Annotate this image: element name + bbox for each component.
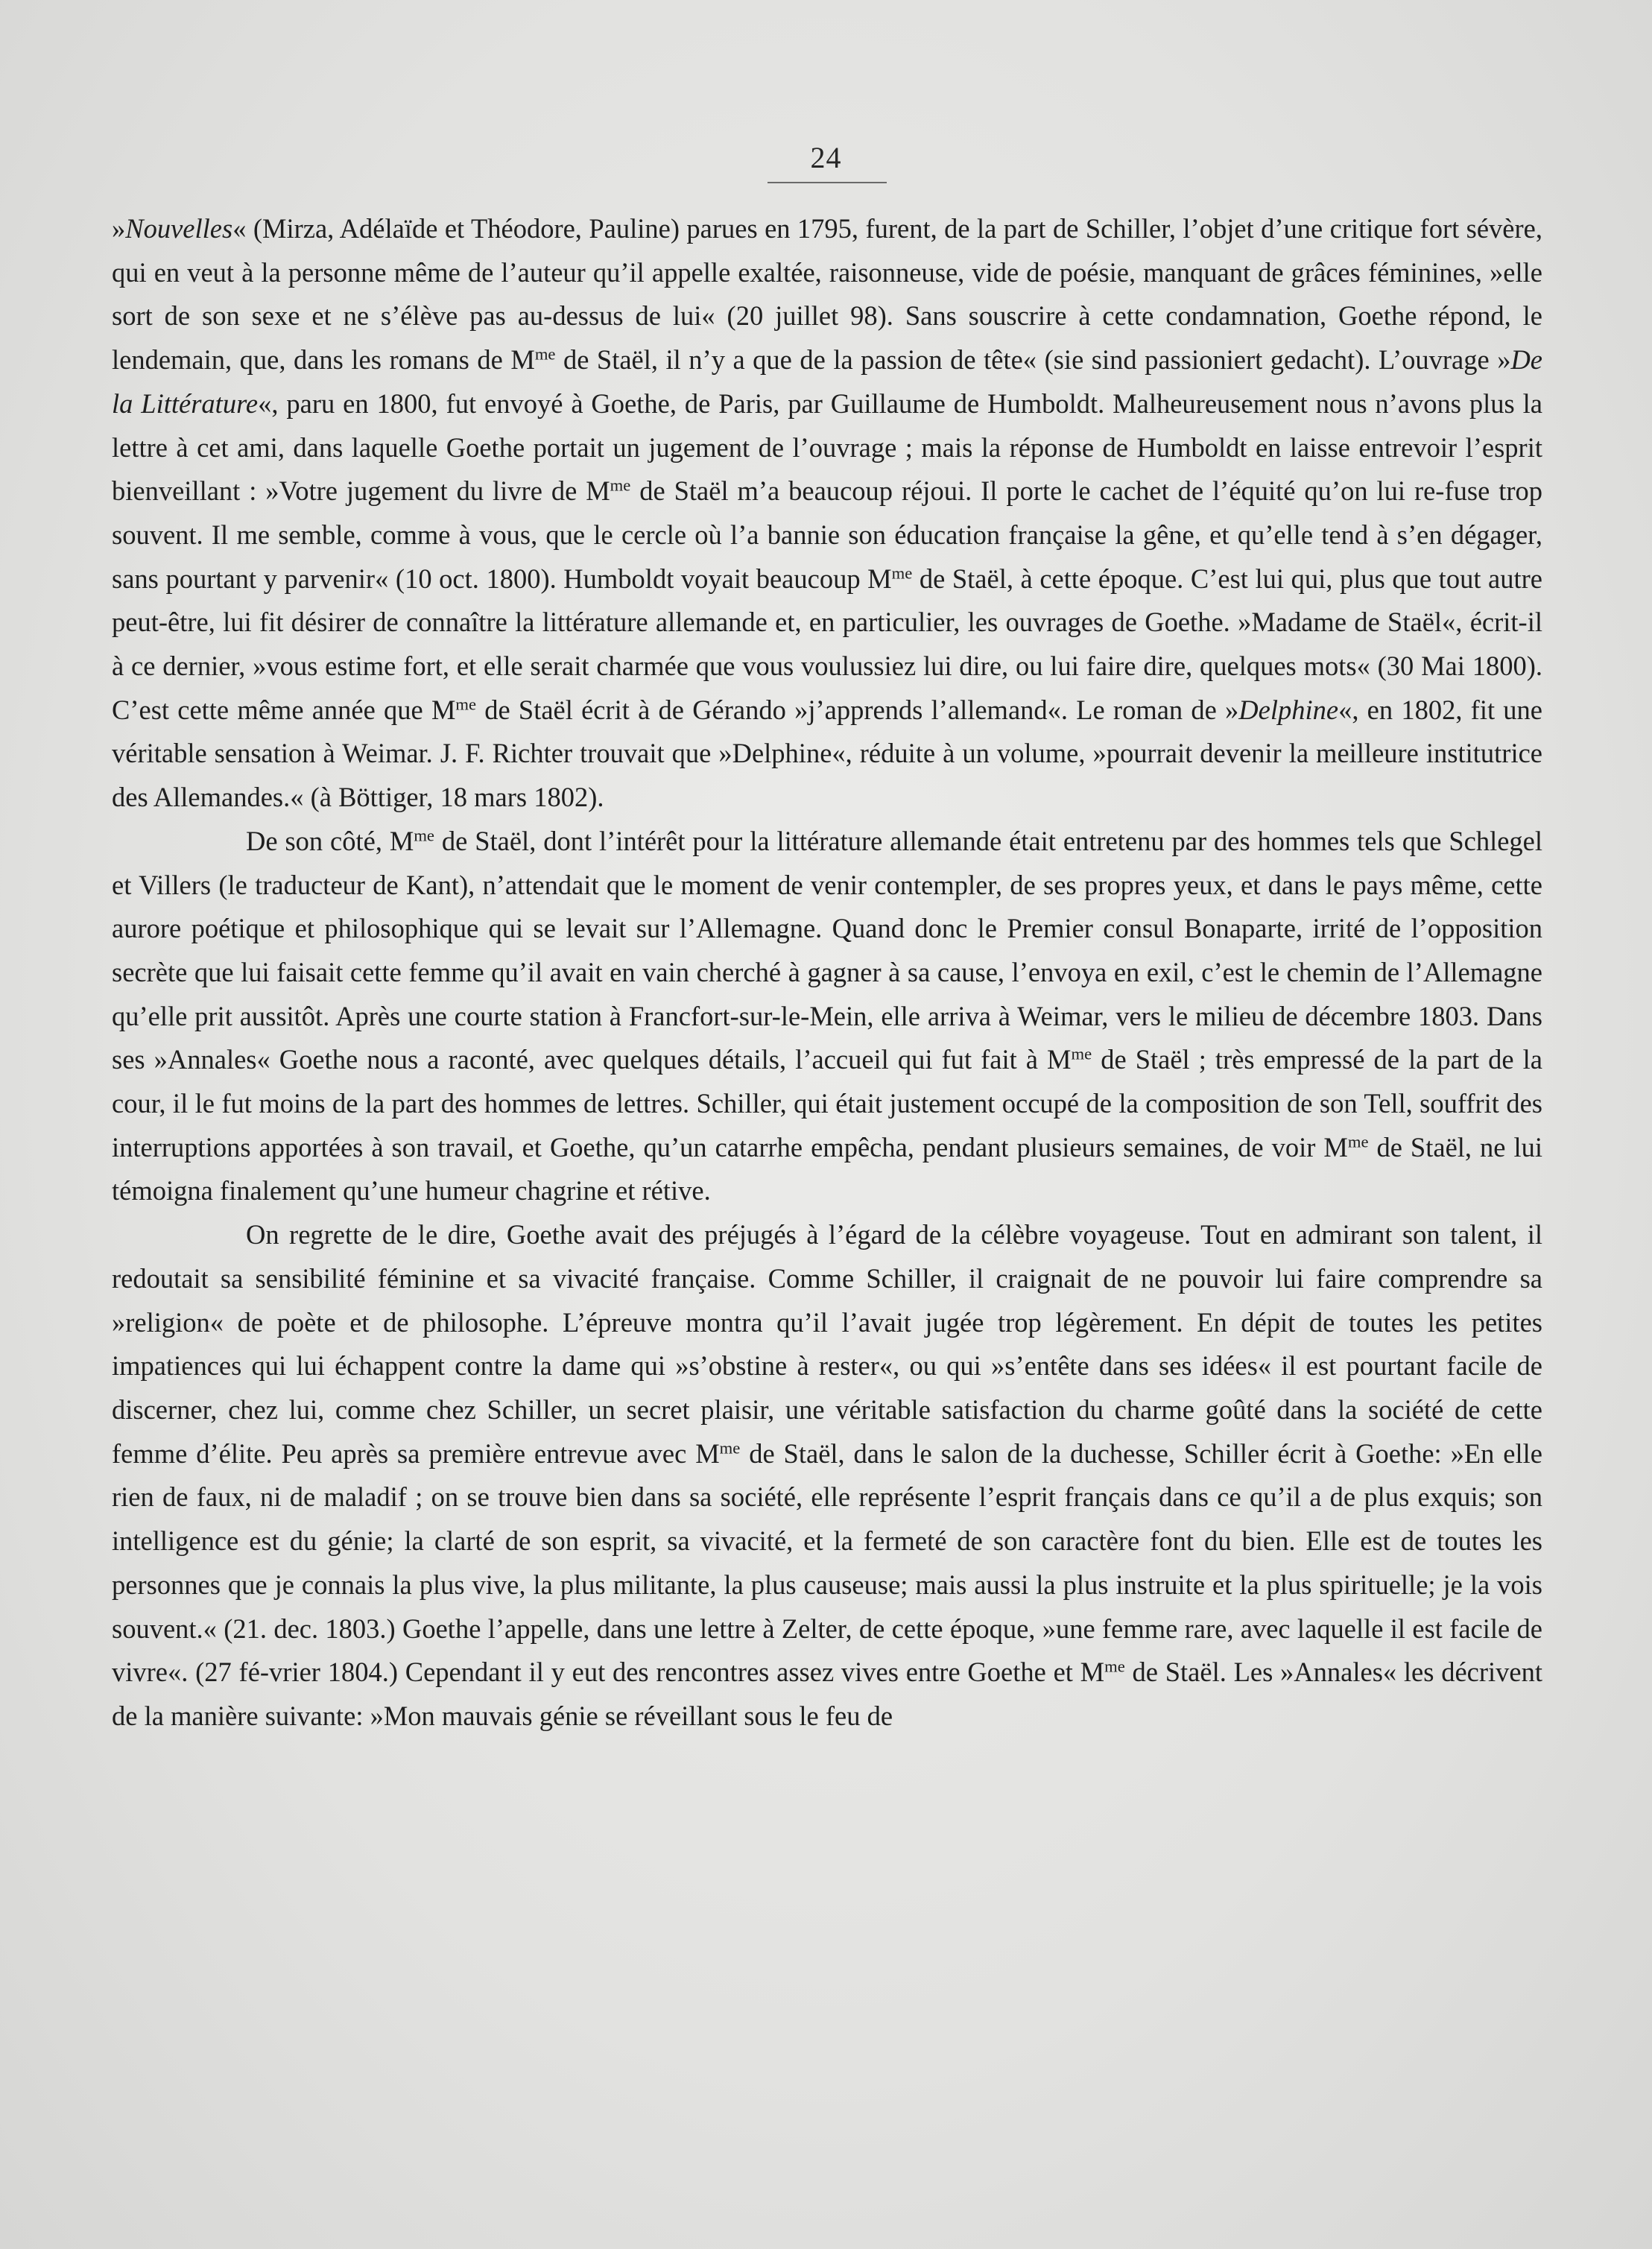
paragraph-1 (112, 207, 1542, 820)
superscript-me: me (414, 826, 434, 845)
p3-text-1: On regrette de le dire, Goethe avait des préjugés à l’égard de la célèbre voyageuse. Tout en admirant son talent, il redoutait sa sensibilité féminine et sa vivacité française. Comme Schiller, il craignait de ne pouvoir lui faire comprendre sa »religion« de poète et de philosophe. L’épreuve montra qu’il l’avait jugée trop légèrement. En dépit de toutes les petites impatiences qui lui échappent contre la dame qui »s’obstine à rester«, ou qui »s’entête dans ses idées« il est pourtant facile de discerner, chez lui, comme chez Schiller, un secret plaisir, une véritable satisfaction du charme goûté dans la société de cette femme d’élite. Peu après sa première entrevue avec M (112, 1219, 1542, 1469)
p1-text-3: « (Mirza, Adélaïde et Théodore, Pauline) parues en 1795, furent, de la part de Schiller, l’objet d’une critique fort sévère, qui en veut à la personne même de l’auteur qu’il appelle exaltée, raisonneuse, vide de poésie, manquant de grâces féminines, »elle sort de son sexe et ne s’élève pas au-dessus de lui« (20 juillet 98). Sans souscrire à cette condamnation, Goethe répond, le lendemain, que, dans les romans de M (112, 213, 1542, 376)
p1-text-7: «, paru en 1800, fut envoyé à Goethe, de Paris, par Guillaume de Humboldt. Malheureusement nous n’avons plus la lettre à cet ami, dans laquelle Goethe portait un jugement de l’ouvrage ; mais la réponse de Humboldt en laisse entrevoir l’esprit bienveillant : »Votre jugement du livre de M (112, 388, 1542, 507)
p3-text-3: de Staël, dans le salon de la duchesse, Schiller écrit à Goethe: »En elle rien de faux, ni de maladif ; on se trouve bien dans sa société, elle représente l’esprit français dans ce qu’il a de plus exquis; son intelligence est du génie; la clarté de son esprit, sa vivacité, et la fermeté de son caractère font du bien. Elle est de toutes les personnes que je connais la plus vive, la plus militante, la plus causeuse; mais aussi la plus instruite et la plus spirituelle; je la vois souvent.« (21. dec. 1803.) Goethe l’appelle, dans une lettre à Zelter, de cette époque, »une femme rare, avec laquelle il est facile de vivre«. (27 fé-vrier 1804.) Cependant il y eut des rencontres assez vives entre Goethe et M (112, 1437, 1542, 1688)
superscript-me: me (719, 1438, 741, 1458)
p3-text-5: de Staël. Les »Annales« les décrivent de la manière suivante: »Mon mauvais génie se réveillant sous le feu de (112, 1657, 1542, 1731)
p1-text-9: de Staël m’a beaucoup réjoui. Il porte le cachet de l’équité qu’on lui re-fuse trop souvent. Il me semble, comme à vous, que le cercle où l’a bannie son éducation française la gêne, et qu’elle tend à s’en dégager, sans pourtant y parvenir« (10 oct. 1800). Humboldt voyait beaucoup M (112, 475, 1542, 594)
page-number: 24 (810, 141, 842, 174)
p2-text-7: de Staël, ne lui témoigna finalement qu’une humeur chagrine et rétive. (112, 1131, 1542, 1206)
superscript-me: me (534, 344, 556, 364)
p1-text-5: de Staël, il n’y a que de la passion de tête« (sie sind passioniert gedacht). L’ouvrage » (555, 344, 1511, 376)
p1-text-1: » (112, 213, 126, 244)
superscript-me: me (1347, 1132, 1369, 1151)
title-delphine: Delphine (1238, 694, 1339, 725)
p1-text-15: «, en 1802, fit une véritable sensation à Weimar. J. F. Richter trouvait que »Delphine«, réduite à un volume, »pourrait devenir la meilleure institutrice des Allemandes.« (à Böttiger, 18 mars 1802). (112, 694, 1543, 813)
superscript-me: me (891, 563, 913, 583)
title-nouvelles: Nouvelles (125, 213, 233, 244)
p1-text-13: de Staël écrit à de Gérando »j’apprends l’allemand«. Le roman de » (476, 694, 1239, 725)
page-number-rule (768, 182, 887, 183)
superscript-me: me (1104, 1657, 1125, 1676)
superscript-me: me (455, 695, 477, 714)
body-text (112, 207, 1542, 1739)
paragraph-2 (112, 820, 1542, 1213)
superscript-me: me (1071, 1044, 1092, 1063)
p2-text-3: de Staël, dont l’intérêt pour la littérature allemande était entretenu par des hommes tels que Schlegel et Villers (le traducteur de Kant), n’attendait que le moment de venir contempler, de ses propres yeux, et dans le pays même, cette aurore poétique et philosophique qui se levait sur l’Allemagne. Quand donc le Premier consul Bonaparte, irrité de l’opposition secrète que lui faisait cette femme qu’il avait en vain cherché à gagner à sa cause, l’envoya en exil, c’est le chemin de l’Allemagne qu’elle prit aussitôt. Après une courte station à Francfort-sur-le-Mein, elle arriva à Weimar, vers le milieu de décembre 1803. Dans ses »Annales« Goethe nous a raconté, avec quelques détails, l’accueil qui fut fait à M (112, 825, 1542, 1075)
p1-text-11: de Staël, à cette époque. C’est lui qui, plus que tout autre peut-être, lui fit désirer de connaître la littérature allemande et, en particulier, les ouvrages de Goethe. »Madame de Staël«, écrit-il à ce dernier, »vous estime fort, et elle serait charmée que vous voulussiez lui dire, ou lui faire dire, quelques mots« (30 Mai 1800). C’est cette même année que M (112, 563, 1542, 725)
paragraph-3 (112, 1213, 1542, 1738)
p2-text-5: de Staël ; très empressé de la part de la cour, il le fut moins de la part des hommes de lettres. Schiller, qui était justement occupé de la composition de son Tell, souffrit des interruptions apportées à son travail, et Goethe, qu’un catarrhe empêcha, pendant plusieurs semaines, de voir M (112, 1044, 1542, 1163)
superscript-me: me (610, 475, 631, 495)
p2-text-1: De son côté, M (246, 825, 414, 856)
title-de-la-litterature: De la Littérature (112, 344, 1543, 419)
